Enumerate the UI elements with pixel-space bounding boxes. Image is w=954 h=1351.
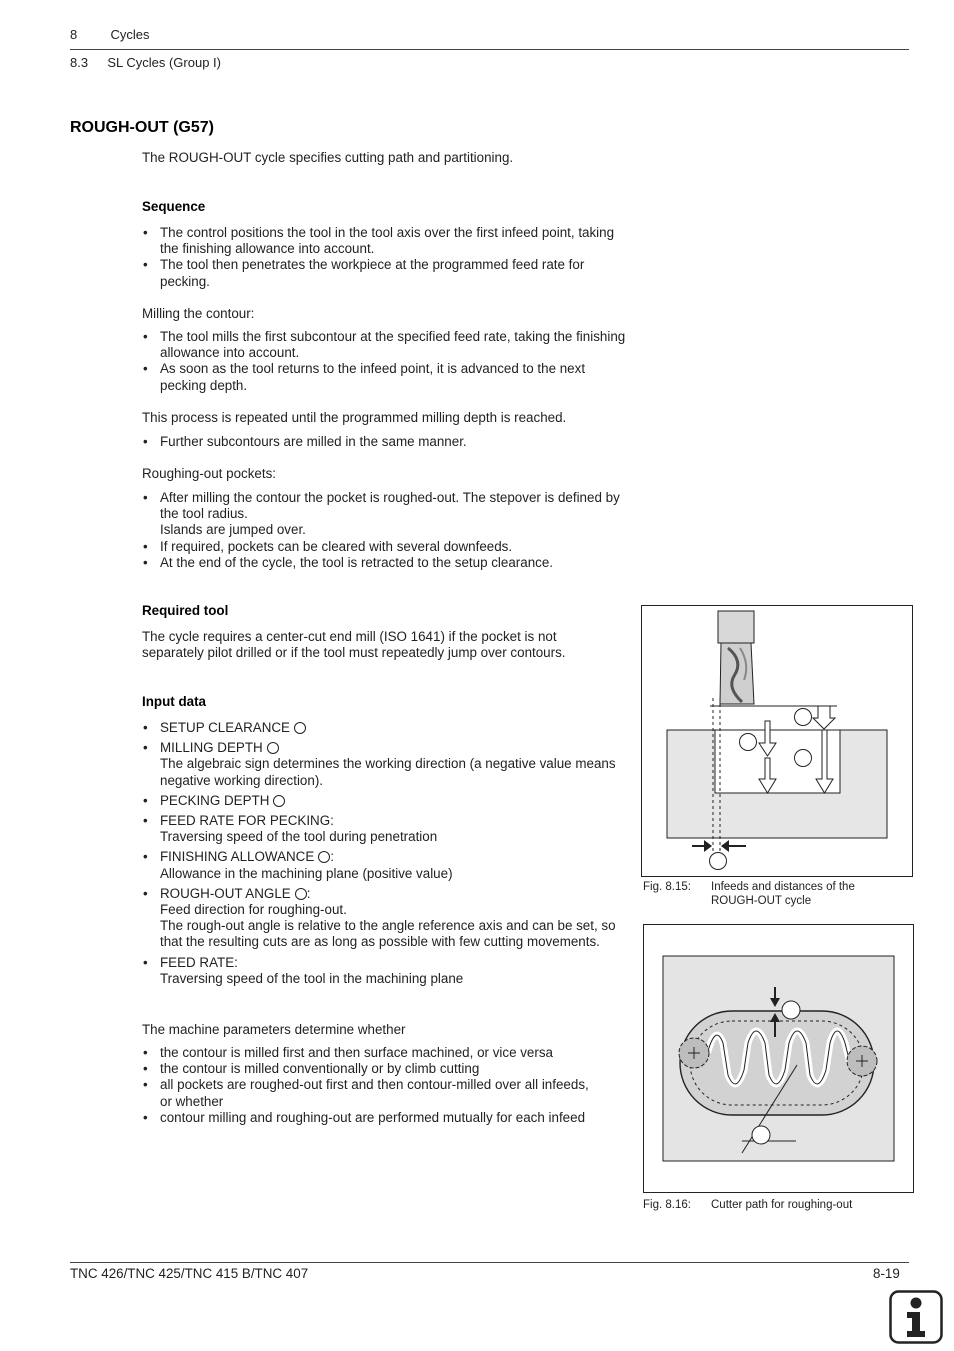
intro-text: The ROUGH-OUT cycle specifies cutting path and partitioning. bbox=[142, 150, 514, 165]
param-desc: Traversing speed of the tool during penetration bbox=[160, 829, 438, 845]
list-item: • Further subcontours are milled in the same manner. bbox=[142, 434, 627, 450]
list-item bbox=[142, 793, 627, 809]
list-item bbox=[142, 955, 627, 987]
list-item: • the contour is milled first and then surface machined, or vice versa bbox=[142, 1045, 602, 1061]
list-item-text: After milling the contour the pocket is roughed-out. The stepover is defined by the tool radius. bbox=[160, 490, 620, 522]
figure-caption-line: ROUGH-OUT cycle bbox=[711, 895, 812, 907]
section-number: 8.3 bbox=[70, 55, 89, 70]
list-item: • As soon as the tool returns to the infeed point, it is advanced to the next pecking depth. bbox=[142, 361, 627, 393]
input-data-list bbox=[142, 720, 627, 987]
figure-infeeds bbox=[641, 605, 913, 877]
header-rule bbox=[70, 49, 909, 50]
list-item bbox=[142, 720, 627, 736]
reference-circle-icon bbox=[267, 742, 279, 754]
infeeds-diagram bbox=[642, 606, 912, 876]
figure-caption-line: Infeeds and distances of the bbox=[711, 881, 855, 893]
section-title: SL Cycles (Group I) bbox=[107, 55, 221, 70]
param-name: FEED RATE: bbox=[160, 954, 238, 970]
page-title: ROUGH-OUT (G57) bbox=[70, 119, 214, 136]
list-item bbox=[142, 490, 627, 539]
machine-params-intro: The machine parameters determine whether bbox=[142, 1022, 406, 1037]
list-item: • the contour is milled conventionally or by climb cutting bbox=[142, 1061, 602, 1077]
sequence-heading: Sequence bbox=[142, 199, 206, 214]
reference-circle-icon bbox=[294, 722, 306, 734]
milling-label: Milling the contour: bbox=[142, 306, 255, 321]
header-chapter bbox=[70, 27, 150, 42]
param-name: ROUGH-OUT ANGLE bbox=[160, 885, 291, 901]
list-item: • The tool then penetrates the workpiece at the programmed feed rate for pecking. bbox=[142, 257, 627, 289]
param-name: FEED RATE FOR PECKING: bbox=[160, 813, 334, 829]
milling-list bbox=[142, 329, 627, 394]
footer-rule bbox=[70, 1262, 909, 1263]
header-section bbox=[70, 55, 221, 70]
list-item bbox=[142, 740, 627, 789]
list-item: • The tool mills the first subcontour at the specified feed rate, taking the finishing allowance into account. bbox=[142, 329, 627, 361]
required-tool-text: The cycle requires a center-cut end mill (ISO 1641) if the pocket is not separately pilot drilled or if the tool must repeatedly jump over contours. bbox=[142, 629, 566, 661]
footer-manual-title: TNC 426/TNC 425/TNC 415 B/TNC 407 bbox=[70, 1266, 309, 1281]
list-item bbox=[142, 886, 627, 951]
list-item-text: Islands are jumped over. bbox=[160, 522, 306, 538]
figure-cutter-path bbox=[643, 924, 914, 1193]
list-item: • At the end of the cycle, the tool is retracted to the setup clearance. bbox=[142, 555, 627, 571]
param-name: MILLING DEPTH bbox=[160, 740, 263, 756]
param-desc: Feed direction for roughing-out. bbox=[160, 902, 347, 918]
machine-params-list bbox=[142, 1045, 602, 1126]
colon: : bbox=[306, 885, 311, 901]
figure-caption-infeeds bbox=[643, 880, 855, 908]
required-tool-heading: Required tool bbox=[142, 603, 229, 618]
param-desc: The rough-out angle is relative to the angle reference axis and can be set, so that the resulting cuts are as long as possible with few cutting movements. bbox=[160, 918, 616, 950]
cutter-path-diagram bbox=[644, 925, 913, 1192]
sequence-list bbox=[142, 225, 627, 290]
reference-circle-icon bbox=[273, 795, 285, 807]
subcontour-list bbox=[142, 434, 627, 450]
list-item: • The control positions the tool in the tool axis over the first infeed point, taking the finishing allowance into account. bbox=[142, 225, 627, 257]
param-name: FINISHING ALLOWANCE bbox=[160, 849, 315, 865]
input-data-heading: Input data bbox=[142, 694, 206, 709]
figure-number: Fig. 8.15: bbox=[643, 881, 691, 893]
reference-circle-icon bbox=[318, 851, 330, 863]
param-name: PECKING DEPTH bbox=[160, 792, 270, 808]
list-item: • contour milling and roughing-out are performed mutually for each infeed bbox=[142, 1110, 602, 1126]
info-icon bbox=[889, 1290, 943, 1344]
list-item bbox=[142, 813, 627, 845]
figure-number: Fig. 8.16: bbox=[643, 1199, 691, 1211]
figure-caption-line: Cutter path for roughing-out bbox=[711, 1199, 853, 1211]
figure-caption-cutter-path bbox=[643, 1198, 852, 1212]
footer-page-number: 8-19 bbox=[873, 1266, 900, 1281]
list-item: • all pockets are roughed-out first and then contour-milled over all infeeds, or whether bbox=[142, 1077, 602, 1109]
colon: : bbox=[330, 849, 335, 865]
chapter-title: Cycles bbox=[110, 27, 150, 42]
param-desc: The algebraic sign determines the working direction (a negative value means negative working direction). bbox=[160, 756, 616, 788]
list-item bbox=[142, 849, 627, 881]
roughing-list bbox=[142, 490, 627, 571]
cutter-left-icon bbox=[679, 1038, 709, 1068]
cutter-right-icon bbox=[847, 1046, 877, 1076]
reference-circle-icon bbox=[295, 888, 307, 900]
list-item: • If required, pockets can be cleared with several downfeeds. bbox=[142, 539, 627, 555]
repeat-text: This process is repeated until the programmed milling depth is reached. bbox=[142, 410, 567, 425]
param-desc: Traversing speed of the tool in the machining plane bbox=[160, 970, 464, 986]
param-name: SETUP CLEARANCE bbox=[160, 720, 290, 735]
chapter-number: 8 bbox=[70, 27, 78, 42]
roughing-label: Roughing-out pockets: bbox=[142, 466, 276, 481]
param-desc: Allowance in the machining plane (positive value) bbox=[160, 865, 453, 881]
